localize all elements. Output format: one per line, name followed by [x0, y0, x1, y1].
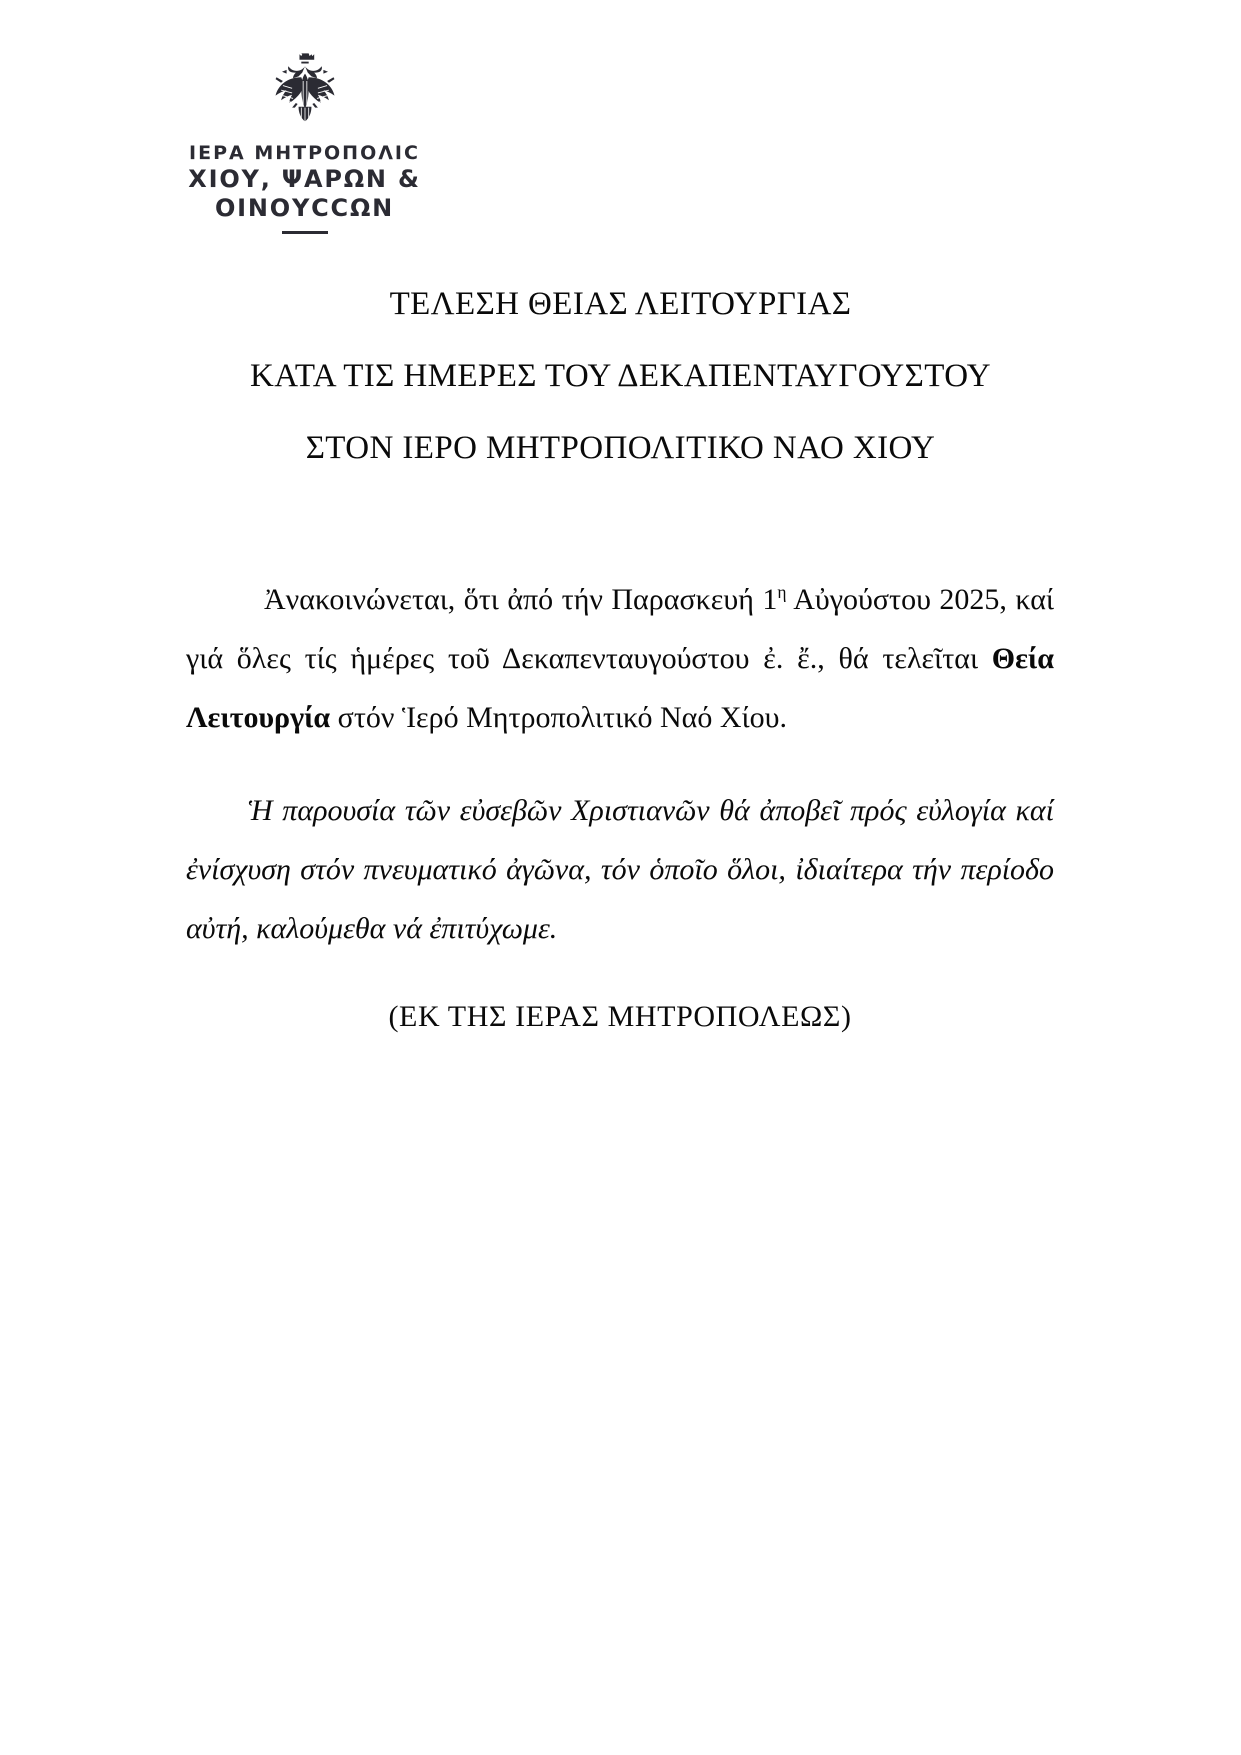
letterhead-line-2: ΧΙΟΥ, ΨΑΡΩΝ & ΟΙΝΟΥССΩΝ	[188, 165, 421, 222]
title-line-3: ΣΤΟΝ ΙΕΡΟ ΜΗΤΡΟΠΟΛΙΤΙΚΟ ΝΑΟ ΧΙΟΥ	[305, 430, 936, 466]
double-headed-eagle-emblem	[259, 46, 351, 138]
paragraph-announcement-part1: Ἀνακοινώνεται, ὅτι ἀπό τήν Παρασκευή 1	[264, 583, 778, 616]
title-line-1: ΤΕΛΕΣΗ ΘΕΙΑΣ ΛΕΙΤΟΥΡΓΙΑΣ	[389, 286, 852, 322]
paragraph-announcement-part3: στόν Ἱερό Μητροπολιτικό Ναό Χίου.	[330, 701, 787, 734]
title-line-2: ΚΑΤΑ ΤΙΣ ΗΜΕΡΕΣ ΤΟΥ ΔΕΚΑΠΕΝΤΑΥΓΟΥΣΤΟΥ	[249, 358, 992, 394]
letterhead-line-1: ΙΕΡΑ ΜΗΤΡΟΠΟΛΙС	[189, 142, 420, 164]
document-title	[0, 268, 1241, 484]
closing-signature: (ΕΚ ΤΗΣ ΙΕΡΑΣ ΜΗΤΡΟΠΟΛΕΩΣ)	[388, 1000, 852, 1033]
paragraph-invitation: Ἡ παρουσία τῶν εὐσεβῶν Χριστιανῶν θά ἀποβεῖ πρός εὐλογία καί ἐνίσχυση στόν πνευματικό ἀγῶνα, τόν ὁποῖο ὅλοι, ἰδιαίτερα τήν περίοδο αὐτή, καλούμεθα νά ἐπιτύχωμε.	[186, 794, 1054, 945]
paragraph-announcement-part2: Αὐγούστου 2025, καί γιά ὅλες τίς ἡμέρες τοῦ Δεκαπενταυγούστου ἐ. ἔ., θά τελεῖται	[186, 583, 1054, 675]
letterhead	[132, 46, 477, 234]
ordinal-suffix: η	[777, 582, 787, 602]
letterhead-text	[132, 142, 477, 222]
letterhead-divider	[282, 231, 328, 234]
theia-leitourgia-emphasis: Θεία Λειτουργία	[186, 642, 1054, 734]
paragraph-announcement	[186, 570, 1054, 747]
document-body	[186, 570, 1054, 1042]
